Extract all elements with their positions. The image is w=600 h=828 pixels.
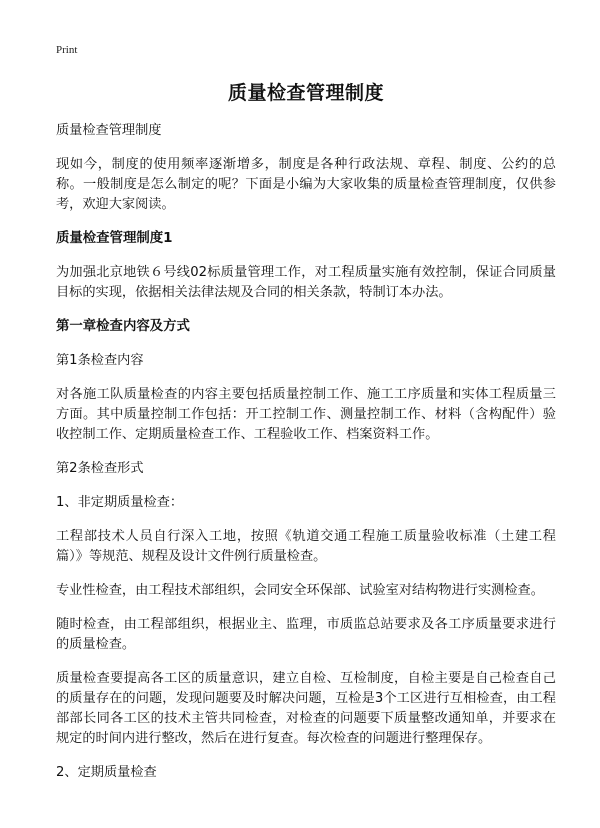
section-heading-1: 质量检查管理制度1 — [56, 231, 173, 246]
article-1-title: 第1条检查内容 — [56, 353, 144, 368]
list-item-irregular-inspection: 1、非定期质量检查： — [56, 495, 184, 510]
paragraph-self-mutual-inspection: 质量检查要提高各工区的质量意识，建立自检、互检制度，自检主要是自己检查自己的质量存在的问题，发现问题要及时解决问题，互检是3个工区进行互相检查，由工程部部长同各工区的技术主管共同检查，对检查的问题要下质量整改通知单，并要求在规定的时间内进行整改，然后在进行复查。每次检查的问题进行整理保存。 — [56, 671, 556, 746]
paragraph-inspection-content: 对各施工队质量检查的内容主要包括质量控制工作、施工工序质量和实体工程质量三方面。其中质量控制工作包括：开工控制工作、测量控制工作、材料（含构配件）验收控制工作、定期质量检查工作、工程验收工作、档案资料工作。 — [56, 387, 556, 442]
list-item-regular-inspection: 2、定期质量检查 — [56, 765, 157, 780]
article-2-title: 第2条检查形式 — [56, 461, 144, 476]
print-label: Print — [56, 44, 78, 56]
paragraph-professional-inspection: 专业性检查，由工程技术部组织，会同安全环保部、试验室对结构物进行实测检查。 — [56, 583, 544, 598]
paragraph-purpose: 为加强北京地铁６号线02标质量管理工作，对工程质量实施有效控制，保证合同质量目标的实现，依据相关法律法规及合同的相关条款，特制订本办法。 — [56, 265, 556, 300]
chapter-heading-1: 第一章检查内容及方式 — [56, 319, 190, 334]
paragraph-doc-name: 质量检查管理制度 — [56, 123, 162, 138]
paragraph-routine-inspection: 工程部技术人员自行深入工地，按照《轨道交通工程施工质量验收标准（土建工程篇）》等规范、规程及设计文件例行质量检查。 — [56, 529, 556, 564]
paragraph-random-inspection: 随时检查，由工程部组织，根据业主、监理，市质监总站要求及各工序质量要求进行的质量检查。 — [56, 617, 556, 652]
document-title: 质量检查管理制度 — [227, 82, 384, 104]
paragraph-intro: 现如今，制度的使用频率逐渐增多，制度是各种行政法规、章程、制度、公约的总称。一般制度是怎么制定的呢？下面是小编为大家收集的质量检查管理制度，仅供参考，欢迎大家阅读。 — [56, 157, 556, 212]
